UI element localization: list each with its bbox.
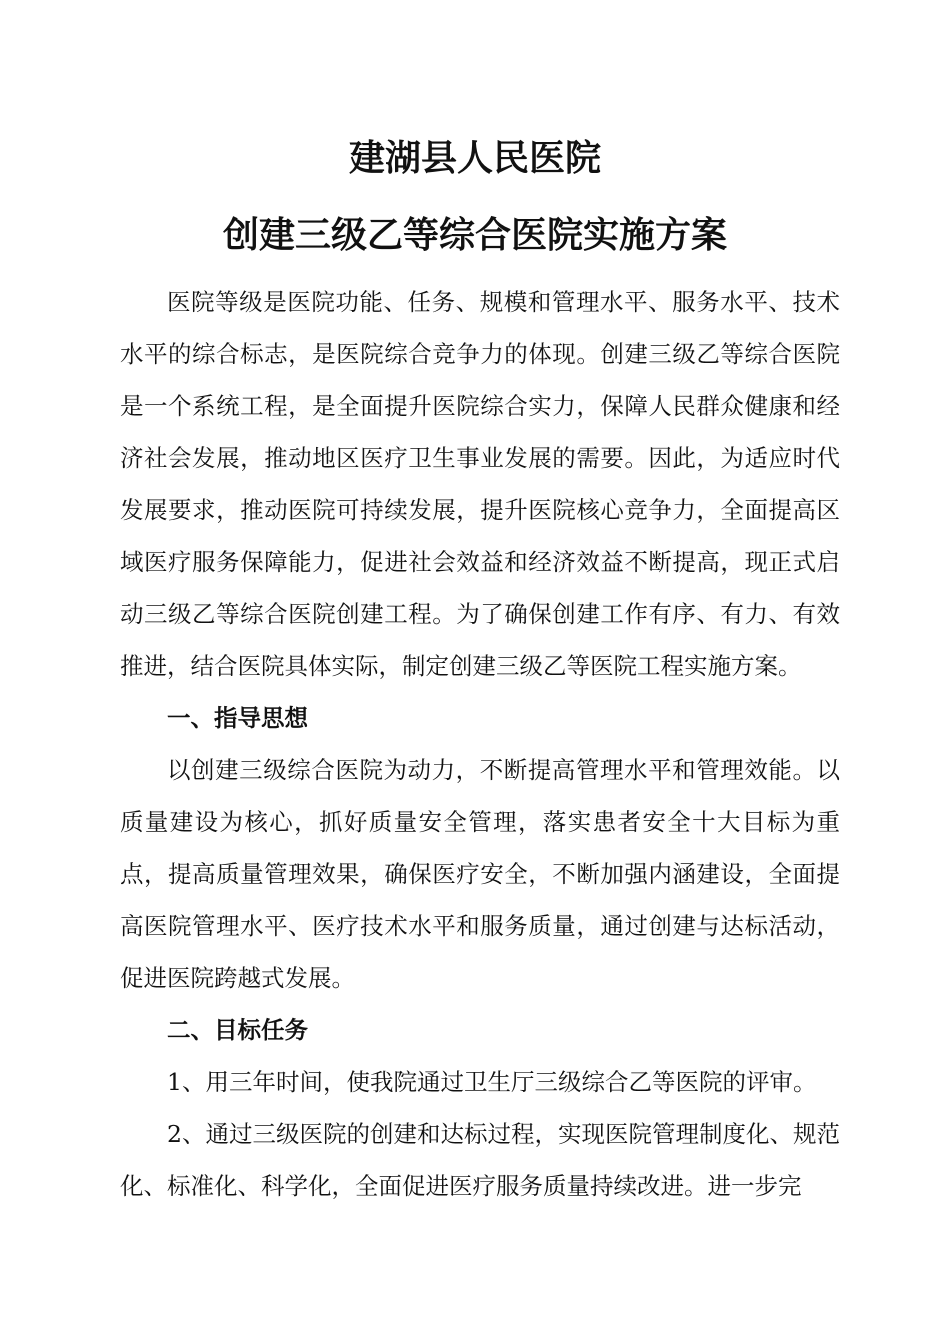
document-title-plan: 创建三级乙等综合医院实施方案 (222, 214, 727, 256)
intro-paragraph: 医院等级是医院功能、任务、规模和管理水平、服务水平、技术水平的综合标志，是医院综合竞争力的体现。创建三级乙等综合医院是一个系统工程，是全面提升医院综合实力，保障人民群众健康和经济社会发展，推动地区医疗卫生事业发展的需要。因此，为适应时代发展要求，推动医院可持续发展，提升医院核心竞争力，全面提高区域医疗服务保障能力，促进社会效益和经济效益不断提高，现正式启动三级乙等综合医院创建工程。为了确保创建工作有序、有力、有效推进，结合医院具体实际，制定创建三级乙等医院工程实施方案。 (120, 288, 840, 680)
document-title-hospital: 建湖县人民医院 (348, 137, 601, 179)
section-heading-guiding-ideology: 一、指导思想 (167, 704, 308, 732)
document-body (120, 276, 840, 1212)
guiding-ideology-paragraph: 以创建三级综合医院为动力，不断提高管理水平和管理效能。以质量建设为核心，抓好质量安全管理，落实患者安全十大目标为重点，提高质量管理效果，确保医疗安全，不断加强内涵建设，全面提高医院管理水平、医疗技术水平和服务质量，通过创建与达标活动，促进医院跨越式发展。 (120, 756, 840, 992)
goal-item-2: 2、通过三级医院的创建和达标过程，实现医院管理制度化、规范化、标准化、科学化，全面促进医疗服务质量持续改进。进一步完 (120, 1120, 840, 1200)
goal-item-1: 1、用三年时间，使我院通过卫生厅三级综合乙等医院的评审。 (167, 1068, 817, 1096)
section-heading-goals: 二、目标任务 (167, 1016, 308, 1044)
